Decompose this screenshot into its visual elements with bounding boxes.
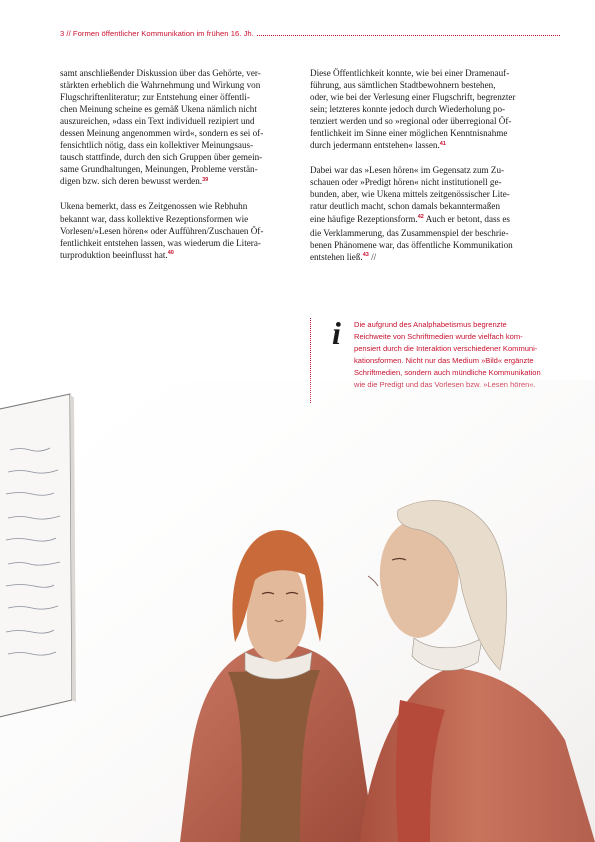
text-line bbox=[310, 213, 542, 227]
text-line: sein; letzteres konnte jedoch durch Wiederholung po- bbox=[310, 104, 506, 115]
text-line: pensiert durch die Interaktion verschiedener Kommuni- bbox=[354, 344, 538, 354]
text-line: schauen oder »Predigt hören« nicht institutionell ge- bbox=[310, 177, 502, 188]
text-line: chen Meinung scheine es gemäß Ukena nämlich nicht bbox=[60, 104, 257, 115]
text-line: tenziert werden und so »regional oder überregional Öf- bbox=[310, 116, 512, 127]
text-fragment: Auch er betont, dass es bbox=[423, 213, 510, 224]
text-line: benen Phänomene war, das öffentliche Kommunikation bbox=[310, 239, 513, 250]
footnote-ref[interactable]: 43 bbox=[362, 252, 369, 259]
text-line: führung, aus sämtlichen Stadtbewohnern bestehen, bbox=[310, 80, 496, 91]
illustration-two-men-reading-poster bbox=[0, 380, 595, 842]
paragraph bbox=[310, 164, 542, 264]
text-fragment: turproduktion beeinflusst hat. bbox=[60, 249, 168, 260]
text-line: stärkten erheblich die Wahrnehmung und Wirkung von bbox=[60, 80, 261, 91]
footnote-ref[interactable]: 40 bbox=[167, 250, 174, 257]
text-fragment: digen bzw. sich deren bewusst werden. bbox=[60, 176, 203, 187]
wall-poster bbox=[0, 394, 76, 718]
text-line: die Verklammerung, das Zusammenspiel der beschrie- bbox=[310, 227, 509, 238]
text-fragment: durch jedermann entstehen« lassen. bbox=[310, 140, 440, 151]
header-dotted-rule bbox=[257, 35, 560, 36]
text-line: bekannt war, dass kollektive Rezeptionsformen wie bbox=[60, 213, 249, 224]
text-line: Vorlesen/»Lesen hören« oder Aufführen/Zuschauen Öf- bbox=[60, 225, 264, 236]
paragraph bbox=[310, 67, 542, 153]
page-header bbox=[60, 29, 560, 41]
text-line: ratur deutlich macht, schon damals bekanntermaßen bbox=[310, 201, 501, 212]
text-line bbox=[310, 251, 542, 265]
text-line: kationsformen. Nicht nur das Medium »Bild« ergänzte bbox=[354, 356, 534, 366]
text-line: Die aufgrund des Analphabetismus begrenzte bbox=[354, 320, 507, 329]
end-mark: // bbox=[368, 251, 377, 262]
footnote-ref[interactable]: 41 bbox=[439, 140, 446, 147]
paragraph bbox=[60, 67, 293, 189]
text-line: fentlichkeit im Sinne einer möglichen Kenntnisnahme bbox=[310, 128, 508, 139]
text-line bbox=[60, 175, 293, 189]
text-line: Reichweite von Schriftmedien wurde vielfach kom- bbox=[354, 332, 523, 342]
text-line: dessen Meinung angenommen wird«, sondern es sei of- bbox=[60, 128, 264, 139]
text-line: samt anschließender Diskussion über das Gehörte, ver- bbox=[60, 68, 261, 78]
text-line: Dabei war das »Lesen hören« im Gegensatz zum Zu- bbox=[310, 165, 505, 176]
text-line: Ukena bemerkt, dass es Zeitgenossen wie Rebhuhn bbox=[60, 201, 248, 212]
footnote-ref[interactable]: 42 bbox=[417, 214, 424, 221]
text-line: Diese Öffentlichkeit konnte, wie bei einer Dramenauf- bbox=[310, 68, 510, 78]
text-line: bunden, aber, wie Ukena mittels zeitgenössischer Lite- bbox=[310, 189, 510, 200]
paragraph bbox=[60, 200, 293, 262]
info-icon: i bbox=[332, 315, 341, 351]
text-line bbox=[310, 139, 542, 153]
text-line: oder, wie bei der Verlesung einer Flugschrift, begrenzter bbox=[310, 92, 516, 103]
chapter-title: 3 // Formen öffentlicher Kommunikation im frühen 16. Jh. bbox=[60, 29, 254, 38]
text-line bbox=[60, 249, 293, 263]
text-line: same Grundhaltungen, Meinungen, Probleme verstän- bbox=[60, 164, 258, 175]
right-column bbox=[310, 67, 542, 276]
text-line: Flugschriftenliteratur; zur Entstehung einer öffentli- bbox=[60, 92, 250, 103]
text-fragment: eine häufige Rezeptionsform. bbox=[310, 213, 418, 224]
text-line: tausch stattfinde, durch den sich Gruppen über gemein- bbox=[60, 152, 263, 163]
text-line: fensichtlich nötig, dass ein kollektiver Meinungsaus- bbox=[60, 140, 254, 151]
left-column bbox=[60, 67, 293, 274]
text-line: Schriftmedien, sondern auch mündliche Kommunikation bbox=[354, 368, 541, 378]
text-line: fentlichkeit entstehen lassen, was wiederum die Litera- bbox=[60, 237, 261, 248]
text-line: auszureichen, »dass ein Text individuell rezipiert und bbox=[60, 116, 255, 127]
footnote-ref[interactable]: 39 bbox=[202, 176, 209, 183]
text-fragment: entstehen ließ. bbox=[310, 251, 363, 262]
